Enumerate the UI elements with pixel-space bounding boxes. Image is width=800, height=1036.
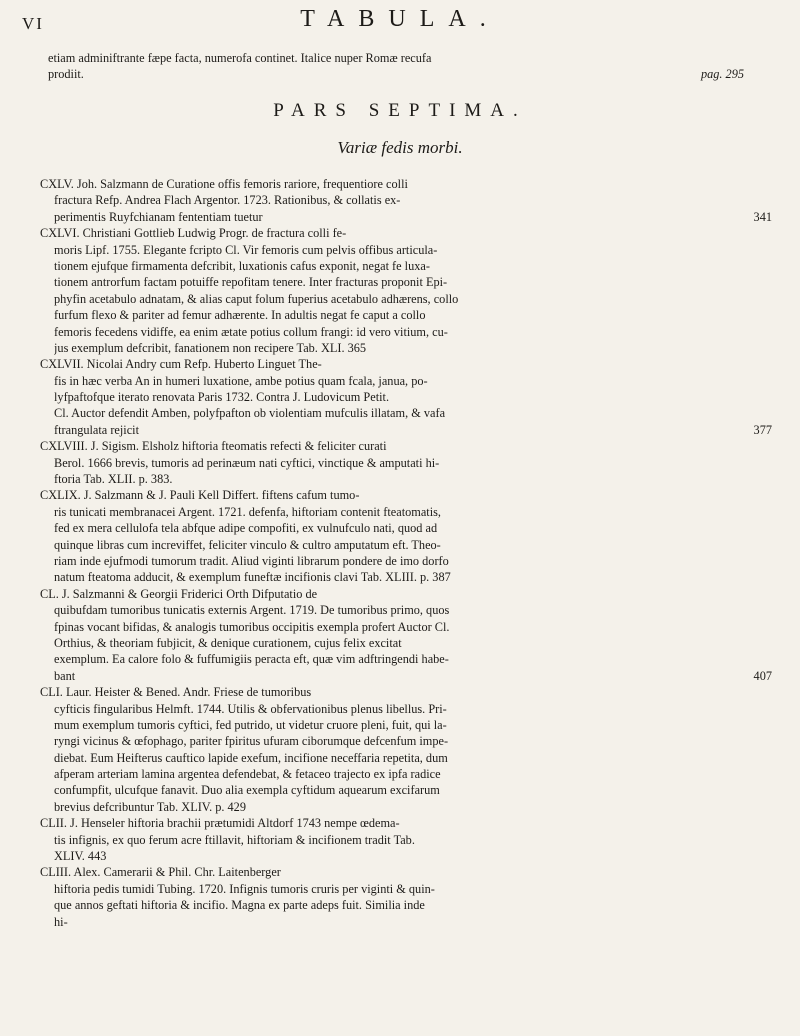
entries-list [40,176,790,930]
entry-line: ris tunicati membranacei Argent. 1721. defenfa, hiftoriam contenit fteatomatis, [54,504,441,519]
entry-line: natum fteatoma adducit, & exemplum funeftæ incifionis clavi Tab. XLIII. p. 387 [54,570,451,585]
entry-line: tionem antrorfum factam potuiffe repofitam tenere. Inter fracturas proponit Epi- [54,275,448,290]
entry-line: lyfpaftofque iterato renovata Paris 1732. Contra J. Ludovicum Petit. [54,390,390,405]
entry-line: ftoria Tab. XLII. p. 383. [54,472,173,487]
entry-line: bant 407 [54,668,772,683]
entry-line: perimentis Ruyfchianam fententiam tuetur 341 [54,209,772,224]
entry-line: CXLVI. Christiani Gottlieb Ludwig Progr. de fractura colli fe- [40,226,347,241]
entry-line: Orthius, & theoriam fubjicit, & denique curationem, cujus felix excitat [54,635,402,650]
catalog-entry [40,176,790,225]
page-header [0,6,800,40]
entry-page-number: 377 [753,422,772,437]
intro-paragraph [48,50,778,83]
catalog-entry [40,864,790,930]
catalog-entry [40,586,790,684]
entry-line: ftrangulata rejicit 377 [54,422,772,437]
catalog-entry [40,356,790,438]
entry-line: tis infignis, ex quo ferum acre ftillavit, hiftoriam & incifionem tradit Tab. [54,832,415,847]
entry-line: femoris fecedens vidiffe, ea enim ætate potius collum frangi: id vero vitium, cu- [54,324,448,339]
entry-line: moris Lipf. 1755. Elegante fcripto Cl. Vir femoris cum pelvis offibus articula- [54,242,438,257]
entry-line: Berol. 1666 brevis, tumoris ad perinæum nati cyftici, vinctique & amputati hi- [54,455,440,470]
entry-line: hiftoria pedis tumidi Tubing. 1720. Infignis tumoris cruris per viginti & quin- [54,881,435,896]
entry-line: fpinas vocant bifidas, & analogis tumoribus occipitis exempla profert Auctor Cl. [54,619,450,634]
entry-line: CXLVII. Nicolai Andry cum Refp. Huberto Linguet The- [40,357,322,372]
entry-line: quinque libras cum increviffet, feliciter vinculo & cultro amputatum eft. Theo- [54,537,441,552]
entry-line: CLII. J. Henseler hiftoria brachii prætumidi Altdorf 1743 nempe œdema- [40,816,400,831]
entry-line: cyfticis fingularibus Helmft. 1744. Utilis & obfervationibus plenus libellus. Pri- [54,701,447,716]
intro-line: prodiit. [48,67,84,82]
entry-line: exemplum. Ea calore folo & fuffumigiis peracta eft, quæ vim adftringendi habe- [54,652,449,667]
entry-line: CLI. Laur. Heister & Bened. Andr. Friese de tumoribus [40,685,312,700]
entry-line: fed ex mera cellulofa tela abfque adipe compofiti, ex vulnufculo nati, quod ad [54,521,438,536]
running-head: TABULA. [300,6,500,32]
catalog-entry [40,225,790,356]
entry-line: fractura Refp. Andrea Flach Argentor. 1723. Rationibus, & collatis ex- [54,193,401,208]
entry-line: XLIV. 443 [54,849,107,864]
entry-line: quibufdam tumoribus tunicatis externis Argent. 1719. De tumoribus primo, quos [54,603,450,618]
entry-line: jus exemplum defcribit, fanationem non recipere Tab. XLI. 365 [54,340,367,355]
page-number: VI [22,14,44,33]
entry-line: CLIII. Alex. Camerarii & Phil. Chr. Laitenberger [40,865,281,880]
entry-line: diebat. Eum Heifterus cauftico lapide exefum, incifione neceffaria repetita, dum [54,750,448,765]
entry-line: afperam arteriam lamina argentea defendebat, & fetaceo trajecto ex ipfa radice [54,767,441,782]
catalog-entry [40,684,790,815]
entry-line: fis in hæc verba An in humeri luxatione, ambe potius quam fcala, janua, po- [54,373,428,388]
part-heading: PARS SEPTIMA. [273,100,527,121]
entry-line: phyfin acetabulo adnatam, & alias caput folum fuperius acetabulo adhærens, collo [54,291,459,306]
catalog-entry [40,815,790,864]
entry-line: CXLIX. J. Salzmann & J. Pauli Kell Differt. fiftens cafum tumo- [40,488,360,503]
entry-line: confumpfit, ulcufque fanavit. Duo alia exempla cyftidum aquearum excifarum [54,783,440,798]
catalog-entry [40,487,790,585]
entry-line: riam inde ejufmodi tumorum tradit. Aliud viginti librarum pondere de imo dorfo [54,553,449,568]
entry-line: que annos geftati hiftoria & incifio. Magna ex parte adeps fuit. Similia inde [54,898,425,913]
page-reference: pag. 295 [700,67,744,82]
entry-line: ryngi vicinus & œfophago, pariter fpiritus ufuram ciborumque defcenfum impe- [54,734,449,749]
catalog-entry [40,438,790,487]
section-subheading: Variæ fedis morbi. [337,138,463,157]
entry-line: Cl. Auctor defendit Amben, polyfpafton ob violentiam mufculis illatam, & vafa [54,406,446,421]
entry-page-number: 341 [753,209,772,224]
entry-line: CL. J. Salzmanni & Georgii Friderici Orth Difputatio de [40,586,318,601]
entry-line: mum exemplum tumoris cyftici, fed putrido, ut videtur cruore pleni, fuit, qui la- [54,717,447,732]
intro-line: etiam adminiftrante fæpe facta, numerofa continet. Italice nuper Romæ recufa [48,51,432,65]
entry-line: furfum flexo & pariter ad femur adhærente. In adultis negat fe caput a collo [54,308,426,323]
entry-line: tionem ejufque firmamenta defcribit, luxationis cafus exponit, negat fe luxa- [54,258,430,273]
entry-line: hi- [54,914,68,929]
entry-line: CXLV. Joh. Salzmann de Curatione offis femoris rariore, frequentiore colli [40,177,408,191]
entry-page-number: 407 [753,668,772,683]
entry-line: CXLVIII. J. Sigism. Elsholz hiftoria fteomatis refecti & feliciter curati [40,439,387,454]
entry-line: brevius defcribuntur Tab. XLIV. p. 429 [54,799,246,814]
